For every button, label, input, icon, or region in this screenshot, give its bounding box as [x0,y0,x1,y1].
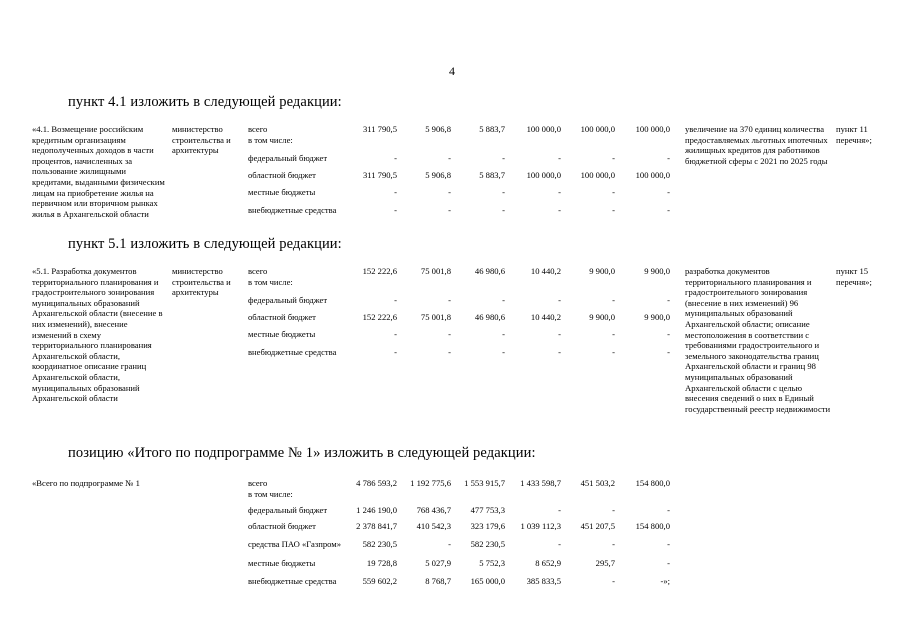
funding-value-cell: - [394,347,397,357]
section-3-heading: позицию «Итого по подпрограмме № 1» изложить в следующей редакции: [68,445,536,461]
funding-row-label: всего в том числе: [248,266,293,287]
funding-value-cell: - [612,329,615,339]
section-2-heading: пункт 5.1 изложить в следующей редакции: [68,236,342,252]
funding-row-label: федеральный бюджет [248,153,328,163]
funding-value-cell: 19 728,8 [366,558,397,568]
funding-value-cell: 5 027,9 [425,558,451,568]
funding-row-label: средства ПАО «Газпром» [248,539,342,549]
section-1-reference: пункт 11 перечня»; [836,124,872,145]
funding-value-cell: - [667,539,670,549]
funding-value-cell: 46 980,6 [474,266,505,276]
funding-value-cell: 768 436,7 [416,505,451,515]
funding-value-cell: - [667,153,670,163]
funding-value-cell: - [612,347,615,357]
funding-value-cell: - [502,329,505,339]
funding-value-cell: - [394,205,397,215]
funding-value-cell: - [558,295,561,305]
funding-value-cell: - [558,187,561,197]
funding-value-cell: - [502,187,505,197]
funding-value-cell: -»; [660,576,670,586]
funding-row-label: федеральный бюджет [248,505,328,515]
section-2-reference: пункт 15 перечня»; [836,266,872,287]
funding-row-label: внебюджетные средства [248,205,337,215]
funding-value-cell: 9 900,0 [644,266,670,276]
funding-value-cell: 5 906,8 [425,124,451,134]
funding-value-cell: - [667,295,670,305]
funding-value-cell: 10 440,2 [530,312,561,322]
funding-value-cell: 5 883,7 [479,170,505,180]
funding-value-cell: 4 786 593,2 [356,478,397,488]
funding-value-cell: - [502,205,505,215]
funding-value-cell: 582 230,5 [362,539,397,549]
funding-value-cell: 100 000,0 [580,170,615,180]
funding-value-cell: 5 752,3 [479,558,505,568]
funding-row-label: всего в том числе: [248,124,293,145]
funding-value-cell: 451 503,2 [580,478,615,488]
funding-value-cell: - [558,153,561,163]
funding-value-cell: 323 179,6 [470,521,505,531]
funding-value-cell: - [667,205,670,215]
funding-value-cell: - [394,187,397,197]
funding-value-cell: - [448,295,451,305]
funding-value-cell: - [612,205,615,215]
funding-value-cell: 10 440,2 [530,266,561,276]
funding-row-label: местные бюджеты [248,187,316,197]
funding-value-cell: - [558,347,561,357]
funding-value-cell: 8 652,9 [535,558,561,568]
section-2-executor: министерство строительства и архитектуры [172,266,231,298]
funding-value-cell: 5 906,8 [425,170,451,180]
funding-value-cell: - [667,505,670,515]
funding-value-cell: - [667,347,670,357]
funding-value-cell: 1 192 775,6 [410,478,451,488]
funding-value-cell: - [612,539,615,549]
funding-value-cell: 295,7 [595,558,615,568]
funding-value-cell: 1 553 915,7 [464,478,505,488]
funding-value-cell: - [394,329,397,339]
funding-value-cell: 152 222,6 [362,312,397,322]
funding-value-cell: 5 883,7 [479,124,505,134]
funding-value-cell: 9 900,0 [589,312,615,322]
funding-value-cell: 75 001,8 [420,312,451,322]
section-1-title: «4.1. Возмещение российским кредитным организациям недополученных доходов в части процентов, начисленных за пользование жилищными кредитами, выданными физическим лицам на приобретение жилья на первичном или вторичном рынках жилья в Архангельской области [32,124,165,219]
funding-value-cell: 477 753,3 [470,505,505,515]
funding-value-cell: - [558,505,561,515]
funding-row-label: всего в том числе: [248,478,293,499]
funding-value-cell: - [448,329,451,339]
funding-value-cell: - [448,187,451,197]
section-1-heading: пункт 4.1 изложить в следующей редакции: [68,94,342,110]
funding-value-cell: 2 378 841,7 [356,521,397,531]
funding-value-cell: - [612,576,615,586]
section-1-executor: министерство строительства и архитектуры [172,124,231,156]
funding-value-cell: 311 790,5 [362,124,397,134]
funding-value-cell: - [394,295,397,305]
funding-row-label: внебюджетные средства [248,576,337,586]
funding-value-cell: - [558,539,561,549]
funding-value-cell: 410 542,3 [416,521,451,531]
funding-value-cell: 154 800,0 [635,521,670,531]
funding-value-cell: 9 900,0 [644,312,670,322]
funding-value-cell: - [448,539,451,549]
funding-value-cell: - [612,187,615,197]
funding-value-cell: - [448,153,451,163]
funding-value-cell: - [612,295,615,305]
funding-row-label: областной бюджет [248,170,316,180]
funding-value-cell: 1 246 190,0 [356,505,397,515]
page-number: 4 [449,64,455,78]
funding-value-cell: 9 900,0 [589,266,615,276]
funding-value-cell: - [448,347,451,357]
funding-value-cell: 100 000,0 [635,170,670,180]
funding-value-cell: 100 000,0 [635,124,670,134]
funding-value-cell: - [667,329,670,339]
funding-value-cell: - [394,153,397,163]
funding-row-label: областной бюджет [248,312,316,322]
funding-value-cell: 559 602,2 [362,576,397,586]
funding-row-label: федеральный бюджет [248,295,328,305]
section-2-result: разработка документов территориального планирования и градостроительного зонирования (внесение в них изменений) 96 муниципальных образований Архангельской области; описание местоположения в соответствии с требованиями градостроительного и земельного законодательства границ Архангельской области и границ 98 муниципальных образований Архангельской области с целью внесения сведений о них в Единый государственный реестр недвижимости [685,266,831,414]
funding-value-cell: 385 833,5 [526,576,561,586]
funding-value-cell: 451 207,5 [580,521,615,531]
section-2-title: «5.1. Разработка документов территориального планирования и градостроительного зонирования муниципальных образований Архангельской области (внесение в них изменений), внесение изменений в схему территориального планирования Архангельской области, координатное описание границ Архангельской области, муниципальных образований Архангельской области [32,266,163,404]
funding-value-cell: 154 800,0 [635,478,670,488]
funding-value-cell: - [558,329,561,339]
funding-value-cell: 46 980,6 [474,312,505,322]
section-1-result: увеличение на 370 единиц количества предоставляемых льготных ипотечных жилищных кредитов для работников бюджетной сферы с 2021 по 2025 годы [685,124,828,166]
funding-row-label: внебюджетные средства [248,347,337,357]
funding-value-cell: - [502,295,505,305]
funding-value-cell: 100 000,0 [580,124,615,134]
funding-value-cell: 1 433 598,7 [520,478,561,488]
funding-value-cell: - [612,153,615,163]
funding-value-cell: - [612,505,615,515]
funding-value-cell: - [667,187,670,197]
funding-value-cell: 582 230,5 [470,539,505,549]
funding-value-cell: - [667,558,670,568]
funding-value-cell: 1 039 112,3 [520,521,561,531]
section-3-title: «Всего по подпрограмме № 1 [32,478,140,488]
funding-value-cell: - [558,205,561,215]
funding-value-cell: - [448,205,451,215]
funding-value-cell: 152 222,6 [362,266,397,276]
funding-value-cell: - [502,347,505,357]
funding-value-cell: 8 768,7 [425,576,451,586]
funding-row-label: местные бюджеты [248,329,316,339]
funding-value-cell: 165 000,0 [470,576,505,586]
funding-value-cell: 75 001,8 [420,266,451,276]
funding-value-cell: 100 000,0 [526,124,561,134]
funding-value-cell: 100 000,0 [526,170,561,180]
funding-value-cell: - [502,153,505,163]
funding-row-label: областной бюджет [248,521,316,531]
funding-value-cell: 311 790,5 [362,170,397,180]
funding-row-label: местные бюджеты [248,558,316,568]
